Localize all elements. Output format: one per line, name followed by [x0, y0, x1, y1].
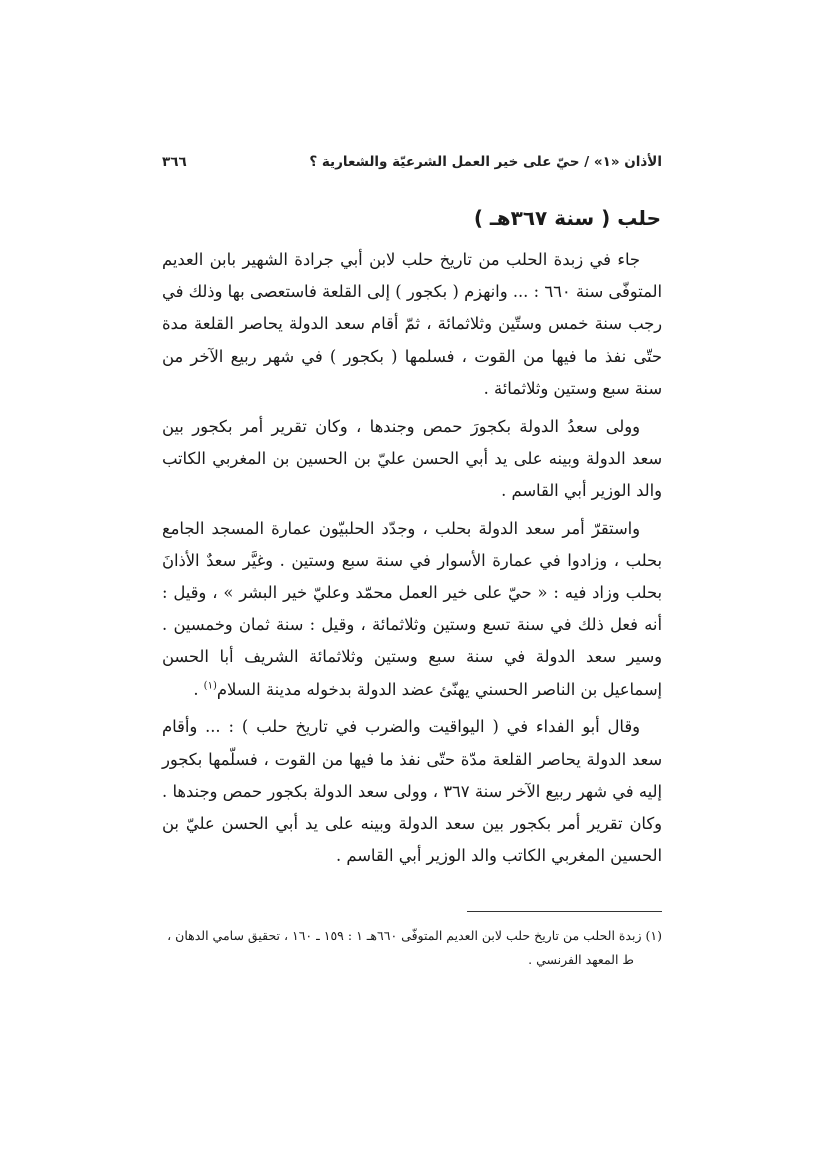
- paragraph-3-text: واستقرّ أمر سعد الدولة بحلب ، وجدّد الحلبيّون عمارة المسجد الجامع بحلب ، وزادوا في عمارة الأسوار في سنة سبع وستين . وغيَّر سعدٌ الأذانَ بحلب وزاد فيه : « حيّ على خير العمل محمّد وعليّ خير البشر » ، وقيل : أنه فعل ذلك في سنة تسع وستين وثلاثمائة ، وقيل : سنة ثمان وخمسين . وسير سعد الدولة في سنة سبع وستين وثلاثمائة الشريف أبا الحسن إسماعيل بن الناصر الحسني يهنّئ عضد الدولة بدخوله مدينة السلام: [162, 518, 662, 699]
- footnote-line-2: ط المعهد الفرنسي .: [528, 952, 634, 967]
- section-heading: حلب ( سنة ٣٦٧هـ ): [473, 206, 661, 230]
- paragraph-4: وقال أبو الفداء في ( اليواقيت والضرب في تاريخ حلب ) : ... وأقام سعد الدولة يحاصر القلعة مدّة حتّى نفذ ما فيها من القوت ، فسلّمها بكجور إليه في شهر ربيع الآخر سنة ٣٦٧ ، وولى سعد الدولة بكجور حمص وجندها . وكان تقرير أمر بكجور بين سعد الدولة وبينه على يد أبي الحسن عليّ بن الحسين المغربي الكاتب والد الوزير أبي القاسم .: [162, 717, 663, 866]
- footnote-reference[interactable]: (١): [203, 680, 217, 692]
- body-text: [162, 244, 662, 878]
- paragraph-1: جاء في زبدة الحلب من تاريخ حلب لابن أبي جرادة الشهير بابن العديم المتوفّى سنة ٦٦٠ : ... وانهزم ( بكجور ) إلى القلعة فاستعصى بها وذلك في رجب سنة خمس وستّين وثلاثمائة ، ثمّ أقام سعد الدولة يحاصر القلعة مدة حتّى نفذ ما فيها من القوت ، فسلمها ( بكجور ) في شهر ربيع الآخر من سنة سبع وستين وثلاثمائة .: [162, 250, 662, 398]
- running-header: [162, 150, 662, 174]
- running-title: الأذان «١» / حيّ على خير العمل الشرعيّة والشعارية ؟: [309, 154, 662, 170]
- paragraph-3: [162, 513, 662, 706]
- footnote-divider: [467, 911, 662, 912]
- footnote-line-1: [162, 924, 662, 948]
- paragraph-3-end: .: [193, 679, 204, 699]
- footnote-number: (١): [645, 928, 662, 943]
- footnote-text-1: زبدة الحلب من تاريخ حلب لابن العديم المتوفّى ٦٦٠هـ ١ : ١٥٩ ـ ١٦٠ ، تحقيق سامي الدهان ،: [167, 928, 642, 943]
- footnote: [162, 924, 662, 972]
- paragraph-2: وولى سعدُ الدولة بكجورَ حمص وجندها ، وكان تقرير أمر بكجور بين سعد الدولة وبينه على يد أبي الحسن عليّ بن الحسين بن المغربي الكاتب والد الوزير أبي القاسم .: [162, 416, 662, 500]
- page-number: ٣٦٦: [162, 154, 187, 170]
